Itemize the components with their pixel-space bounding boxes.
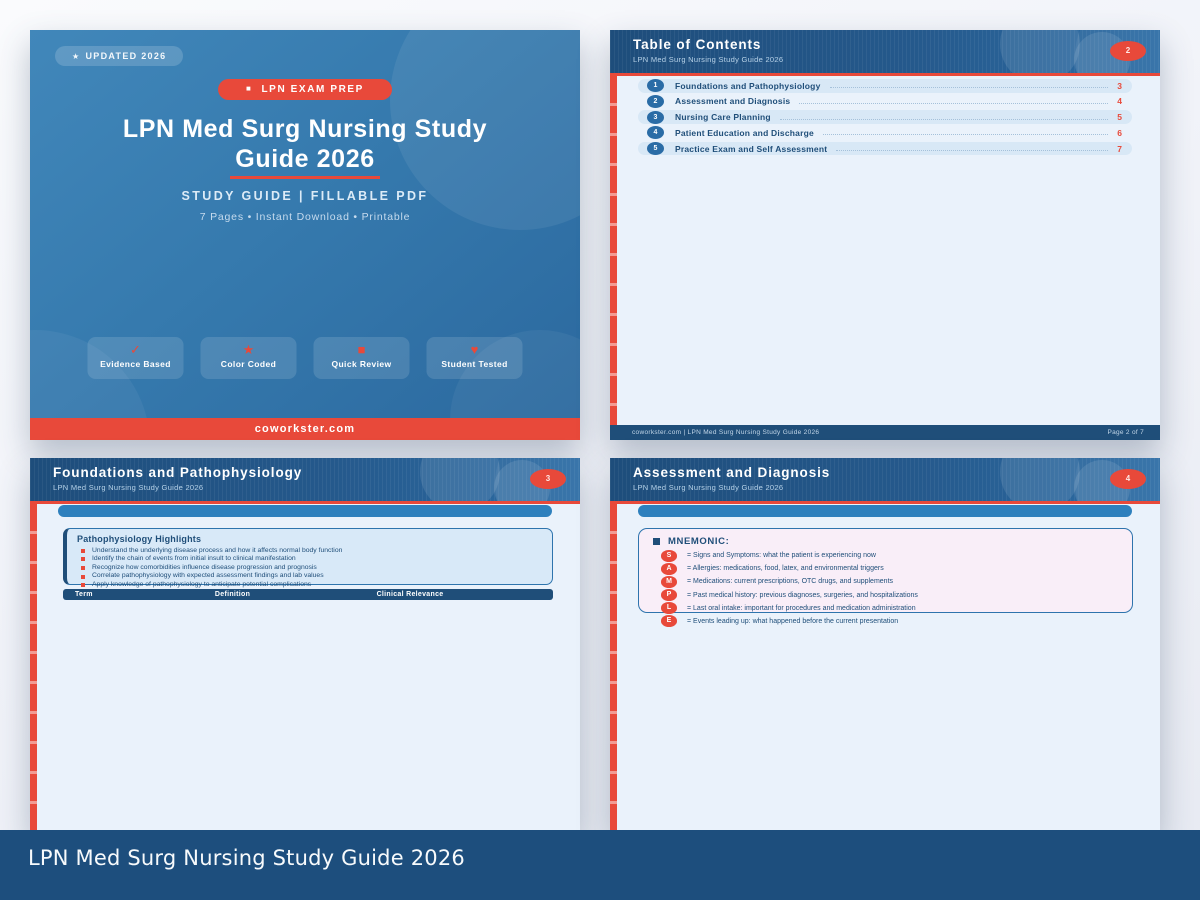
feature-box — [427, 337, 523, 379]
check-icon: ✓ — [130, 342, 141, 357]
mnemonic-item — [653, 589, 1120, 601]
cover-page-preview — [30, 30, 580, 440]
highlight-item — [77, 547, 542, 556]
section-bar — [638, 505, 1132, 517]
square-bullet-icon — [81, 549, 85, 553]
toc-subtitle: LPN Med Surg Nursing Study Guide 2026 — [633, 55, 784, 64]
foundations-title: Foundations and Pathophysiology — [53, 465, 303, 480]
toc-row — [638, 110, 1132, 124]
cover-title-line1: LPN Med Surg Nursing Study — [122, 115, 488, 143]
binding-strip — [610, 504, 617, 832]
mnemonic-item — [653, 576, 1120, 588]
toc-item-number: 1 — [647, 79, 664, 92]
mnemonic-item — [653, 550, 1120, 562]
toc-title: Table of Contents — [633, 37, 762, 52]
decorative-circle — [1000, 30, 1080, 76]
page-number-badge: 3 — [530, 469, 566, 489]
toc-item-label: Foundations and Pathophysiology — [675, 80, 821, 91]
cover-subtitle: STUDY GUIDE | FILLABLE PDF — [181, 189, 429, 203]
dotted-leader — [823, 134, 1108, 135]
page-number-badge: 2 — [1110, 41, 1146, 61]
square-bullet-icon — [81, 583, 85, 587]
toc-item-number: 5 — [647, 142, 664, 155]
footer-page-indicator: Page 2 of 7 — [1107, 429, 1144, 436]
highlight-text: Apply knowledge of pathophysiology to anticipate potential complications — [92, 580, 312, 588]
feature-label: Color Coded — [220, 359, 277, 369]
cover-meta: 7 Pages • Instant Download • Printable — [199, 211, 411, 223]
feature-label: Evidence Based — [100, 359, 171, 369]
highlights-title: Pathophysiology Highlights — [77, 534, 202, 544]
feature-label: Quick Review — [331, 359, 392, 369]
mnemonic-letter-badge: L — [661, 602, 677, 614]
caption-bar — [0, 830, 1200, 900]
toc-item-label: Practice Exam and Self Assessment — [675, 143, 828, 154]
toc-item-page: 5 — [1117, 112, 1122, 123]
feature-box — [88, 337, 184, 379]
toc-item-number: 2 — [647, 95, 664, 108]
foundations-subtitle: LPN Med Surg Nursing Study Guide 2026 — [53, 483, 204, 492]
square-icon: ■ — [246, 84, 253, 93]
foundations-header — [30, 458, 580, 504]
mnemonic-box — [638, 528, 1133, 625]
footer-left-text: coworkster.com | LPN Med Surg Nursing Study Guide 2026 — [632, 429, 820, 436]
mnemonic-title — [653, 536, 1120, 547]
highlight-text: Understand the underlying disease process and how it affects normal body function — [92, 546, 343, 554]
cover-title — [30, 114, 580, 174]
dotted-leader — [830, 87, 1109, 88]
highlight-item — [77, 555, 542, 564]
assessment-subtitle: LPN Med Surg Nursing Study Guide 2026 — [633, 483, 784, 492]
highlights-list — [77, 547, 542, 590]
mnemonic-letter-badge: P — [661, 589, 677, 601]
toc-row — [638, 79, 1132, 93]
mnemonic-item — [653, 602, 1120, 614]
toc-footer — [610, 425, 1160, 440]
updated-badge — [55, 46, 183, 66]
highlight-item — [77, 572, 542, 581]
mnemonic-letter-badge: A — [661, 563, 677, 575]
section-bar — [58, 505, 552, 517]
exam-prep-pill — [218, 79, 392, 100]
square-bullet-icon — [81, 566, 85, 570]
dotted-leader — [836, 150, 1108, 151]
exam-prep-label: LPN EXAM PREP — [261, 84, 364, 95]
mnemonic-letter-badge: M — [661, 576, 677, 588]
dotted-leader — [799, 103, 1108, 104]
heart-icon: ♥ — [470, 342, 479, 357]
feature-boxes — [88, 337, 523, 379]
toc-row — [638, 95, 1132, 109]
square-bullet-icon — [653, 538, 660, 545]
toc-header — [610, 30, 1160, 76]
mnemonic-text: = Events leading up: what happened before the current presentation — [687, 617, 899, 625]
toc-item-page: 3 — [1117, 80, 1122, 91]
title-divider — [230, 176, 380, 179]
cover-footer-url: coworkster.com — [30, 418, 580, 440]
toc-item-label: Assessment and Diagnosis — [675, 96, 791, 107]
cover-title-line2: Guide 2026 — [235, 145, 375, 173]
toc-page-preview — [610, 30, 1160, 440]
binding-strip — [610, 76, 617, 440]
binding-strip — [30, 504, 37, 832]
toc-item-label: Nursing Care Planning — [675, 112, 771, 123]
column-term: Term — [75, 591, 93, 598]
star-icon: ★ — [242, 342, 255, 357]
toc-item-number: 3 — [647, 111, 664, 124]
toc-item-page: 4 — [1117, 96, 1122, 107]
feature-label: Student Tested — [441, 359, 508, 369]
mnemonic-letter-badge: E — [661, 615, 677, 627]
toc-row — [638, 126, 1132, 140]
square-bullet-icon — [81, 557, 85, 561]
assessment-title: Assessment and Diagnosis — [633, 465, 831, 480]
toc-item-page: 6 — [1117, 127, 1122, 138]
mnemonic-letter-badge: S — [661, 550, 677, 562]
column-definition: Definition — [214, 591, 251, 598]
highlight-text: Recognize how comorbidities influence disease progression and prognosis — [92, 563, 317, 571]
mnemonic-text: = Past medical history: previous diagnoses, surgeries, and hospitalizations — [687, 591, 918, 599]
mnemonic-text: = Signs and Symptoms: what the patient is experiencing now — [687, 552, 876, 560]
decorative-circle — [1000, 458, 1080, 504]
mnemonic-title-text: MNEMONIC: — [668, 536, 730, 547]
decorative-circle — [420, 458, 500, 504]
mnemonic-text: = Allergies: medications, food, latex, and environmental triggers — [687, 565, 884, 573]
highlight-text: Identify the chain of events from initial insult to clinical manifestation — [92, 555, 296, 563]
assessment-header — [610, 458, 1160, 504]
square-bullet-icon — [81, 575, 85, 579]
terms-table-header — [63, 589, 553, 600]
feature-box — [314, 337, 410, 379]
updated-badge-label: UPDATED 2026 — [85, 51, 167, 61]
mnemonic-item — [653, 615, 1120, 627]
toc-item-page: 7 — [1117, 143, 1122, 154]
page-number-badge: 4 — [1110, 469, 1146, 489]
column-clinical-relevance: Clinical Relevance — [376, 591, 444, 598]
mnemonic-text: = Last oral intake: important for procedures and medication administration — [687, 604, 916, 612]
star-icon: ★ — [72, 52, 81, 61]
mnemonic-item — [653, 563, 1120, 575]
toc-list — [638, 79, 1132, 157]
toc-row — [638, 142, 1132, 156]
feature-box — [201, 337, 297, 379]
mnemonic-list — [653, 550, 1120, 627]
mnemonic-text: = Medications: current prescriptions, OTC drugs, and supplements — [687, 578, 894, 586]
square-icon: ■ — [357, 342, 366, 357]
highlight-text: Correlate pathophysiology with expected assessment findings and lab values — [92, 572, 324, 580]
toc-item-number: 4 — [647, 126, 664, 139]
foundations-page-preview — [30, 458, 580, 832]
highlights-box — [63, 528, 553, 588]
highlight-item — [77, 564, 542, 573]
assessment-page-preview — [610, 458, 1160, 832]
toc-item-label: Patient Education and Discharge — [675, 127, 814, 138]
listing-title: LPN Med Surg Nursing Study Guide 2026 — [28, 846, 465, 870]
dotted-leader — [780, 119, 1108, 120]
